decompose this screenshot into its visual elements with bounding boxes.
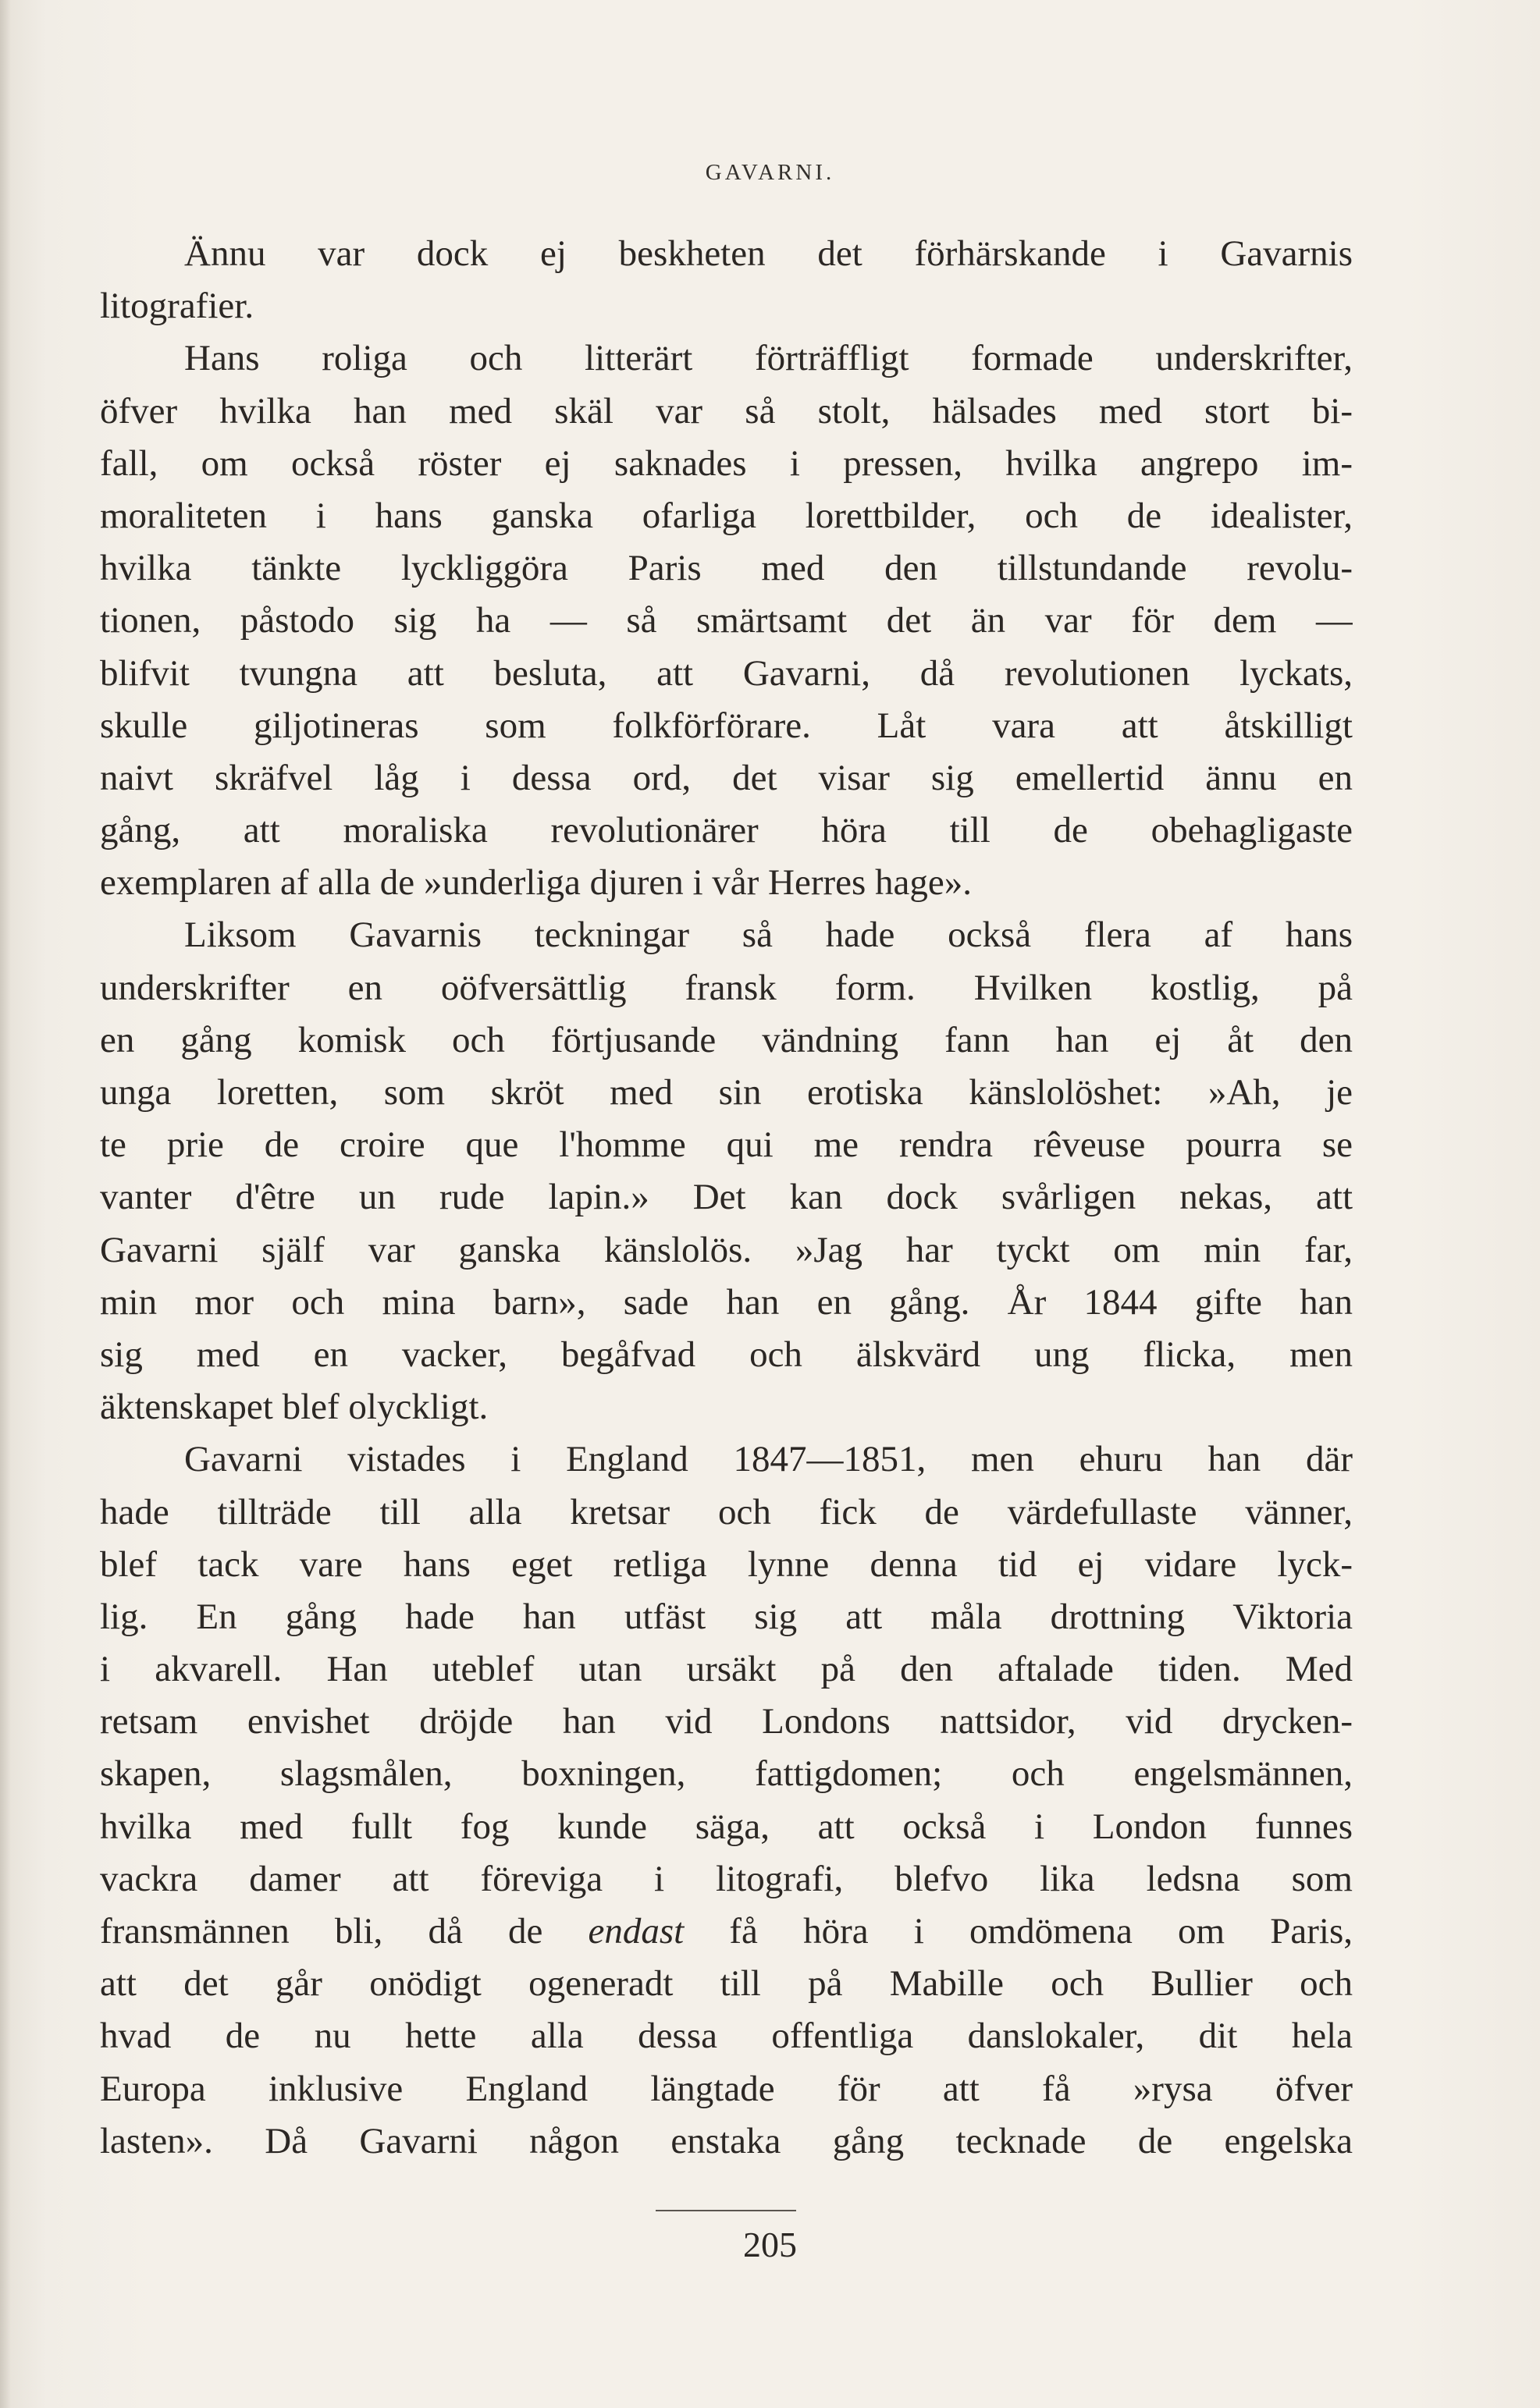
text-line: tionen, påstodo sig ha — så smärtsamt det än var för dem — [100, 600, 1353, 641]
text-line: lig. En gång hade han utfäst sig att måla drottning Viktoria [100, 1596, 1353, 1637]
text-line: unga loretten, som skröt med sin erotiska känslolöshet: »Ah, je [100, 1072, 1353, 1113]
text-line: gång, att moraliska revolutionärer höra till de obehagligaste [100, 810, 1353, 851]
italic-emphasis: endast [588, 1911, 685, 1952]
text-line: vackra damer att föreviga i litografi, blefvo lika ledsna som [100, 1858, 1353, 1899]
text-line: moraliteten i hans ganska ofarliga lorettbilder, och de idealister, [100, 495, 1353, 536]
text-segment: få höra i omdömena om Paris, [684, 1911, 1353, 1952]
text-line: min mor och mina barn», sade han en gång. År 1844 gifte han [100, 1281, 1353, 1323]
text-line: hvad de nu hette alla dessa offentliga danslokaler, dit hela [100, 2016, 1353, 2057]
text-line: te prie de croire que l'homme qui me rendra rêveuse pourra se [100, 1124, 1353, 1166]
text-line: Gavarni vistades i England 1847—1851, men ehuru han där [184, 1439, 1353, 1480]
text-line: Europa inklusive England längtade för att få »rysa öfver [100, 2068, 1353, 2109]
text-line: en gång komisk och förtjusande vändning fann han ej åt den [100, 1019, 1353, 1060]
text-line: skulle giljotineras som folkförförare. Låt vara att åtskilligt [100, 705, 1353, 746]
text-line: öfver hvilka han med skäl var så stolt, hälsades med stort bi- [100, 390, 1353, 432]
text-line: blef tack vare hans eget retliga lynne denna tid ej vidare lyck- [100, 1543, 1353, 1585]
footer-rule [656, 2210, 796, 2211]
text-line: retsam envishet dröjde han vid Londons nattsidor, vid drycken- [100, 1701, 1353, 1742]
text-line: blifvit tvungna att besluta, att Gavarni, då revolutionen lyckats, [100, 652, 1353, 694]
text-line: Hans roliga och litterärt förträffligt formade underskrifter, [184, 338, 1353, 379]
text-line: att det går onödigt ogeneradt till på Mabille och Bullier och [100, 1963, 1353, 2005]
text-segment: fransmännen bli, då de [100, 1911, 589, 1952]
text-line: skapen, slagsmålen, boxningen, fattigdomen; och engelsmännen, [100, 1753, 1353, 1795]
text-line: Liksom Gavarnis teckningar så hade också flera af hans [184, 915, 1353, 956]
text-line: fall, om också röster ej saknades i pressen, hvilka angrepo im- [100, 442, 1353, 484]
body-text [100, 228, 1353, 2168]
text-line: sig med en vacker, begåfvad och älskvärd ung flicka, men [100, 1334, 1353, 1375]
text-line: Ännu var dock ej beskheten det förhärskande i Gavarnis [184, 233, 1353, 274]
text-line: underskrifter en oöfversättlig fransk form. Hvilken kostlig, på [100, 967, 1353, 1008]
text-line: hvilka tänkte lyckliggöra Paris med den tillstundande revolu- [100, 548, 1353, 589]
text-line: vanter d'être un rude lapin.» Det kan dock svårligen nekas, att [100, 1177, 1353, 1218]
text-line-with-italic [100, 1905, 1353, 1958]
text-line: hvilka med fullt fog kunde säga, att också i London funnes [100, 1806, 1353, 1847]
binding-gutter-shadow [0, 0, 11, 2408]
text-line: naivt skräfvel låg i dessa ord, det visar sig emellertid ännu en [100, 757, 1353, 798]
text-line: i akvarell. Han uteblef utan ursäkt på den aftalade tiden. Med [100, 1649, 1353, 1690]
text-line: exemplaren af alla de »underliga djuren i vår Herres hage». [100, 862, 973, 904]
text-line: lasten». Då Gavarni någon enstaka gång tecknade de engelska [100, 2120, 1353, 2161]
text-line: Gavarni själf var ganska känslolös. »Jag har tyckt om min far, [100, 1229, 1353, 1270]
text-line: äktenskapet blef olyckligt. [100, 1387, 489, 1428]
text-line: litografier. [100, 286, 254, 327]
running-head: GAVARNI. [705, 160, 835, 185]
page-number: 205 [743, 2225, 797, 2264]
text-line: hade tillträde till alla kretsar och fick de värdefullaste vänner, [100, 1491, 1353, 1533]
